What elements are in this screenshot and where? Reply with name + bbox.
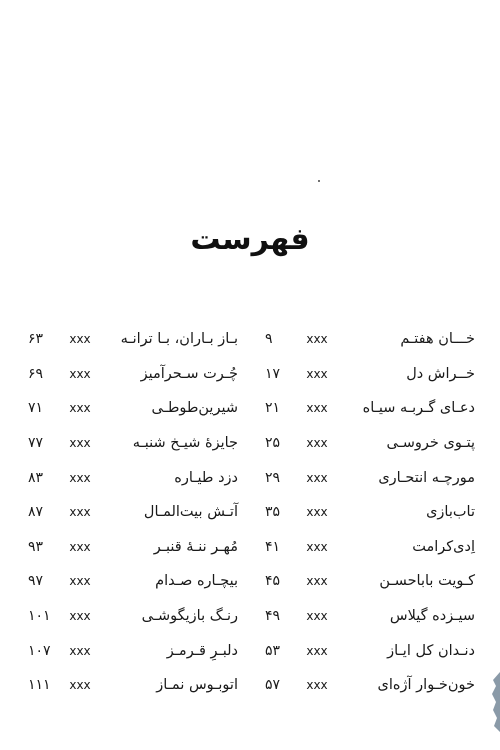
entry-separator: xxx bbox=[69, 401, 91, 416]
toc-entry bbox=[28, 322, 238, 357]
entry-title: خون‌خـوار آژه‌ای bbox=[377, 677, 475, 694]
entry-title: جایزهٔ شیـخ شنبـه bbox=[132, 435, 238, 452]
entry-page: ۱۰۷ bbox=[28, 642, 51, 659]
entry-separator: xxx bbox=[69, 470, 91, 485]
toc-entry bbox=[28, 668, 238, 703]
entry-separator: xxx bbox=[306, 332, 328, 347]
entry-page: ۴۵ bbox=[265, 573, 281, 590]
entry-page: ۱۰۱ bbox=[28, 608, 51, 625]
entry-title: اِدی‌کرامت bbox=[412, 538, 475, 555]
entry-page: ۹۷ bbox=[28, 573, 44, 590]
toc-entry bbox=[265, 460, 475, 495]
page-title: فهرست bbox=[190, 222, 310, 257]
toc-entry bbox=[28, 530, 238, 565]
toc-entry bbox=[28, 460, 238, 495]
toc-entry bbox=[265, 564, 475, 599]
entry-separator: xxx bbox=[69, 332, 91, 347]
toc-entry bbox=[28, 495, 238, 530]
toc-entry bbox=[265, 530, 475, 565]
entry-separator: xxx bbox=[69, 678, 91, 693]
toc-left-column bbox=[28, 322, 238, 703]
entry-page: ۲۱ bbox=[265, 400, 281, 417]
entry-title: دزد طیـاره bbox=[174, 469, 238, 486]
entry-separator: xxx bbox=[306, 366, 328, 381]
entry-title: بـاز بـاران، بـا ترانـه bbox=[120, 331, 238, 348]
entry-title: خـــان هفتـم bbox=[400, 331, 475, 348]
entry-page: ۲۵ bbox=[265, 435, 281, 452]
entry-page: ۹ bbox=[265, 331, 273, 348]
entry-title: رنـگ بازیگوشـی bbox=[141, 608, 238, 625]
entry-separator: xxx bbox=[69, 574, 91, 589]
entry-title: دلبـرِ قـرمـز bbox=[166, 642, 238, 659]
entry-title: تاب‌بازی bbox=[426, 504, 475, 521]
toc-entry bbox=[265, 357, 475, 392]
toc-entry bbox=[28, 426, 238, 461]
entry-title: خــراش دل bbox=[406, 365, 475, 382]
entry-title: دعـای گـربـه سیـاه bbox=[362, 400, 475, 417]
entry-title: بیچـاره صـدام bbox=[155, 573, 238, 590]
publisher-logo-icon bbox=[490, 672, 500, 732]
toc-entry bbox=[28, 564, 238, 599]
toc-entry bbox=[28, 391, 238, 426]
entry-separator: xxx bbox=[306, 470, 328, 485]
entry-separator: xxx bbox=[306, 678, 328, 693]
toc-entry bbox=[265, 426, 475, 461]
entry-page: ۵۳ bbox=[265, 642, 281, 659]
entry-title: مُهـر ننـهٔ قنبـر bbox=[153, 538, 238, 555]
entry-page: ۳۵ bbox=[265, 504, 281, 521]
entry-page: ۷۷ bbox=[28, 435, 44, 452]
entry-separator: xxx bbox=[306, 574, 328, 589]
entry-title: پتـوی خروسـی bbox=[386, 435, 475, 452]
entry-separator: xxx bbox=[306, 505, 328, 520]
entry-page: ۴۱ bbox=[265, 538, 281, 555]
entry-page: ۷۱ bbox=[28, 400, 44, 417]
entry-separator: xxx bbox=[306, 401, 328, 416]
toc-entry bbox=[265, 599, 475, 634]
entry-page: ۹۳ bbox=[28, 538, 44, 555]
entry-title: آتـش بیت‌المـال bbox=[143, 504, 238, 521]
entry-page: ۱۷ bbox=[265, 365, 281, 382]
entry-page: ۵۷ bbox=[265, 677, 281, 694]
entry-title: دنـدان کل ایـاز bbox=[387, 642, 475, 659]
entry-title: مورچـه انتحـاری bbox=[378, 469, 475, 486]
entry-separator: xxx bbox=[69, 609, 91, 624]
stray-dot bbox=[318, 180, 320, 182]
entry-separator: xxx bbox=[69, 643, 91, 658]
entry-separator: xxx bbox=[306, 539, 328, 554]
toc-entry bbox=[265, 633, 475, 668]
entry-separator: xxx bbox=[69, 436, 91, 451]
entry-page: ۲۹ bbox=[265, 469, 281, 486]
toc-entry bbox=[265, 495, 475, 530]
entry-title: سیـزده گیلاس bbox=[389, 608, 475, 625]
entry-page: ۶۳ bbox=[28, 331, 44, 348]
entry-separator: xxx bbox=[69, 505, 91, 520]
toc-entry bbox=[28, 599, 238, 634]
entry-title: اتوبـوس نمـاز bbox=[156, 677, 238, 694]
toc-entry bbox=[265, 391, 475, 426]
toc-entry bbox=[28, 633, 238, 668]
toc-entry bbox=[265, 322, 475, 357]
entry-page: ۸۳ bbox=[28, 469, 44, 486]
entry-separator: xxx bbox=[306, 609, 328, 624]
entry-separator: xxx bbox=[306, 436, 328, 451]
toc-entry bbox=[28, 357, 238, 392]
entry-title: شیرین‌طوطـی bbox=[151, 400, 238, 417]
entry-separator: xxx bbox=[69, 366, 91, 381]
entry-page: ۶۹ bbox=[28, 365, 44, 382]
toc-right-column bbox=[265, 322, 475, 703]
entry-title: چُـرت سـحرآمیز bbox=[140, 365, 238, 382]
entry-separator: xxx bbox=[306, 643, 328, 658]
entry-page: ۸۷ bbox=[28, 504, 44, 521]
toc-entry bbox=[265, 668, 475, 703]
entry-title: کـویت باباحسـن bbox=[379, 573, 475, 590]
entry-separator: xxx bbox=[69, 539, 91, 554]
entry-page: ۴۹ bbox=[265, 608, 281, 625]
entry-page: ۱۱۱ bbox=[28, 677, 51, 694]
